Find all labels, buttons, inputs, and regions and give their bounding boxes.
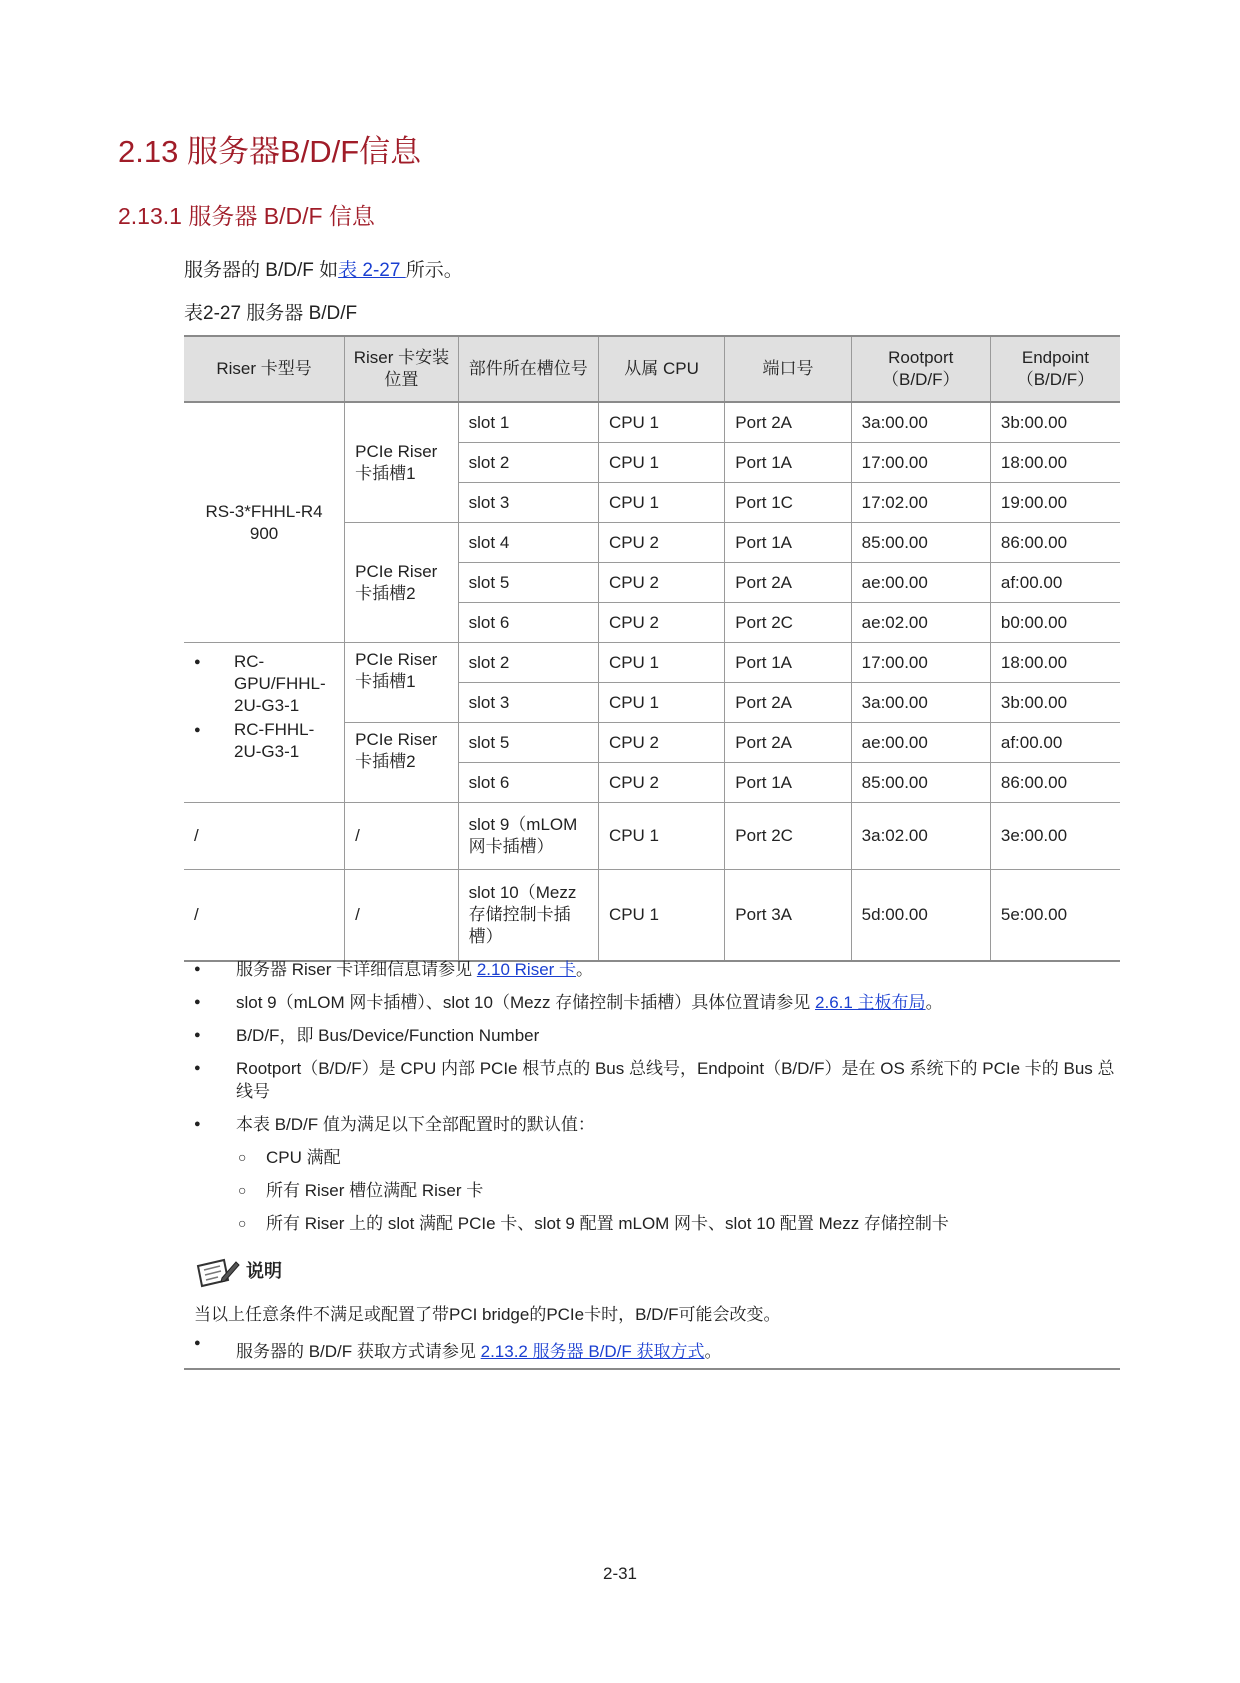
riser-model: RS-3*FHHL-R4 <box>205 501 323 521</box>
rootport-cell: 85:00.00 <box>851 763 990 803</box>
slot-cell: slot 2 <box>458 643 598 683</box>
col-cpu: 从属 CPU <box>598 336 724 402</box>
riser-model-list <box>194 651 334 763</box>
rootport-cell: 17:00.00 <box>851 643 990 683</box>
bullet-icon: ● <box>194 1029 201 1041</box>
rootport-cell: 3a:02.00 <box>851 803 990 870</box>
col-riser-position: Riser 卡安装位置 <box>345 336 459 402</box>
port-cell: Port 1A <box>725 443 851 483</box>
bullet-icon: ● <box>194 996 201 1008</box>
cpu-cell: CPU 2 <box>598 763 724 803</box>
rootport-cell: 85:00.00 <box>851 523 990 563</box>
subsection-heading: 2.13.1 服务器 B/D/F 信息 <box>118 203 375 229</box>
note-item <box>184 1057 1120 1103</box>
rootport-cell: ae:00.00 <box>851 723 990 763</box>
note-text: B/D/F，即 Bus/Device/Function Number <box>236 1026 540 1045</box>
endpoint-cell: 19:00.00 <box>990 483 1120 523</box>
page-number: 2-31 <box>602 1564 638 1583</box>
endpoint-cell: 86:00.00 <box>990 523 1120 563</box>
endpoint-cell: 3b:00.00 <box>990 402 1120 443</box>
bullet-icon: ● <box>194 1062 201 1074</box>
cpu-cell: CPU 1 <box>598 803 724 870</box>
port-cell: Port 1A <box>725 643 851 683</box>
intro-text-end: 所示。 <box>405 260 463 281</box>
note-item <box>184 991 1120 1014</box>
note-text: 本表 B/D/F 值为满足以下全部配置时的默认值： <box>236 1115 595 1134</box>
slot-cell: slot 10（Mezz 存储控制卡插槽） <box>458 870 598 962</box>
port-cell: Port 2A <box>725 563 851 603</box>
sub-note-item <box>184 1212 1120 1235</box>
memo-header <box>194 1256 282 1288</box>
note-text-end: 。 <box>704 1342 722 1361</box>
endpoint-cell: 5e:00.00 <box>990 870 1120 962</box>
rootport-cell: ae:00.00 <box>851 563 990 603</box>
riser-card-link[interactable]: 2.10 Riser 卡 <box>476 960 577 979</box>
port-cell: Port 1A <box>725 523 851 563</box>
note-item <box>184 1113 1120 1136</box>
bullet-icon: ● <box>194 1118 201 1130</box>
table-caption: 表2-27 服务器 B/D/F <box>184 303 358 324</box>
slot-cell: slot 6 <box>458 763 598 803</box>
riser-model-cell <box>184 402 345 643</box>
port-cell: Port 2A <box>725 683 851 723</box>
endpoint-cell: 3e:00.00 <box>990 803 1120 870</box>
endpoint-cell: b0:00.00 <box>990 603 1120 643</box>
slot-cell: slot 6 <box>458 603 598 643</box>
bdf-table <box>184 335 1120 962</box>
port-cell: Port 3A <box>725 870 851 962</box>
riser-position: PCIe Riser 卡插槽2 <box>345 723 459 803</box>
note-item <box>184 1337 722 1362</box>
cpu-cell: CPU 1 <box>598 443 724 483</box>
port-cell: Port 1C <box>725 483 851 523</box>
cpu-cell: CPU 2 <box>598 603 724 643</box>
section-divider <box>184 1368 1120 1370</box>
slot-cell: slot 1 <box>458 402 598 443</box>
port-cell: Port 2A <box>725 723 851 763</box>
ring-bullet-icon: ○ <box>238 1215 247 1231</box>
table-row <box>184 402 1120 443</box>
table-row <box>184 803 1120 870</box>
board-layout-link[interactable]: 2.6.1 主板布局 <box>815 993 926 1012</box>
port-cell: Port 2A <box>725 402 851 443</box>
ring-bullet-icon: ○ <box>238 1149 247 1165</box>
sub-note-text: 所有 Riser 槽位满配 Riser 卡 <box>266 1181 484 1200</box>
note-item <box>184 958 1120 981</box>
col-riser-model: Riser 卡型号 <box>184 336 345 402</box>
rootport-cell: 17:02.00 <box>851 483 990 523</box>
bullet-icon: ● <box>194 963 201 975</box>
port-cell: Port 1A <box>725 763 851 803</box>
memo-text: 当以上任意条件不满足或配置了带PCI bridge的PCIe卡时，B/D/F可能会改变。 <box>194 1305 781 1324</box>
slot-cell: slot 5 <box>458 723 598 763</box>
col-rootport: Rootport（B/D/F） <box>851 336 990 402</box>
endpoint-cell: 18:00.00 <box>990 443 1120 483</box>
table-row <box>184 870 1120 962</box>
riser-position: / <box>345 803 459 870</box>
rootport-cell: 5d:00.00 <box>851 870 990 962</box>
riser-model-cell <box>184 643 345 803</box>
ring-bullet-icon: ○ <box>238 1182 247 1198</box>
endpoint-cell: 18:00.00 <box>990 643 1120 683</box>
note-pencil-icon <box>194 1256 240 1288</box>
endpoint-cell: af:00.00 <box>990 723 1120 763</box>
note-text-end: 。 <box>925 993 943 1012</box>
note-text: 服务器的 B/D/F 获取方式请参见 <box>236 1342 481 1361</box>
riser-model: / <box>184 803 345 870</box>
port-cell: Port 2C <box>725 803 851 870</box>
cpu-cell: CPU 1 <box>598 402 724 443</box>
bullet-icon: ● <box>194 1337 201 1349</box>
sub-note-item <box>184 1146 1120 1169</box>
rootport-cell: 3a:00.00 <box>851 402 990 443</box>
slot-cell: slot 9（mLOM 网卡插槽） <box>458 803 598 870</box>
note-item <box>184 1024 1120 1047</box>
riser-position: PCIe Riser 卡插槽1 <box>345 643 459 723</box>
cpu-cell: CPU 1 <box>598 870 724 962</box>
note-text: Rootport（B/D/F）是 CPU 内部 PCIe 根节点的 Bus 总线号，Endpoint（B/D/F）是在 OS 系统下的 PCIe 卡的 Bus 总线号 <box>236 1059 1115 1101</box>
table-ref-link[interactable]: 表 2-27 <box>338 260 406 281</box>
notes-list <box>184 958 1120 1245</box>
endpoint-cell: 3b:00.00 <box>990 683 1120 723</box>
col-port: 端口号 <box>725 336 851 402</box>
intro-paragraph <box>184 255 463 282</box>
riser-model: ● RC-GPU/FHHL-2U-G3-1 <box>194 651 334 717</box>
table-header-row <box>184 336 1120 402</box>
sub-note-text: 所有 Riser 上的 slot 满配 PCIe 卡、slot 9 配置 mLOM 网卡、slot 10 配置 Mezz 存储控制卡 <box>266 1214 949 1233</box>
section-heading: 2.13 服务器B/D/F信息 <box>118 134 422 169</box>
note-text: slot 9（mLOM 网卡插槽）、slot 10（Mezz 存储控制卡插槽）具体位置请参见 <box>236 993 816 1012</box>
bdf-method-link[interactable]: 2.13.2 服务器 B/D/F 获取方式 <box>480 1342 705 1361</box>
slot-cell: slot 3 <box>458 483 598 523</box>
endpoint-cell: af:00.00 <box>990 563 1120 603</box>
riser-model: 900 <box>249 523 279 543</box>
cpu-cell: CPU 1 <box>598 643 724 683</box>
endpoint-cell: 86:00.00 <box>990 763 1120 803</box>
cpu-cell: CPU 2 <box>598 523 724 563</box>
rootport-cell: 17:00.00 <box>851 443 990 483</box>
rootport-cell: ae:02.00 <box>851 603 990 643</box>
slot-cell: slot 3 <box>458 683 598 723</box>
sub-note-item <box>184 1179 1120 1202</box>
cpu-cell: CPU 1 <box>598 483 724 523</box>
rootport-cell: 3a:00.00 <box>851 683 990 723</box>
memo-label: 说明 <box>246 1260 282 1281</box>
table-row <box>184 643 1120 683</box>
col-slot: 部件所在槽位号 <box>458 336 598 402</box>
cpu-cell: CPU 2 <box>598 563 724 603</box>
slot-cell: slot 2 <box>458 443 598 483</box>
riser-position: / <box>345 870 459 962</box>
cpu-cell: CPU 2 <box>598 723 724 763</box>
slot-cell: slot 4 <box>458 523 598 563</box>
col-endpoint: Endpoint（B/D/F） <box>990 336 1120 402</box>
sub-note-text: CPU 满配 <box>266 1148 341 1167</box>
riser-model: ● RC-FHHL-2U-G3-1 <box>194 719 334 763</box>
riser-model: / <box>184 870 345 962</box>
riser-position: PCIe Riser 卡插槽2 <box>345 523 459 643</box>
note-text: 服务器 Riser 卡详细信息请参见 <box>236 960 477 979</box>
note-text-end: 。 <box>576 960 594 979</box>
riser-position: PCIe Riser 卡插槽1 <box>345 402 459 523</box>
intro-text: 服务器的 B/D/F 如 <box>184 260 339 281</box>
slot-cell: slot 5 <box>458 563 598 603</box>
cpu-cell: CPU 1 <box>598 683 724 723</box>
port-cell: Port 2C <box>725 603 851 643</box>
